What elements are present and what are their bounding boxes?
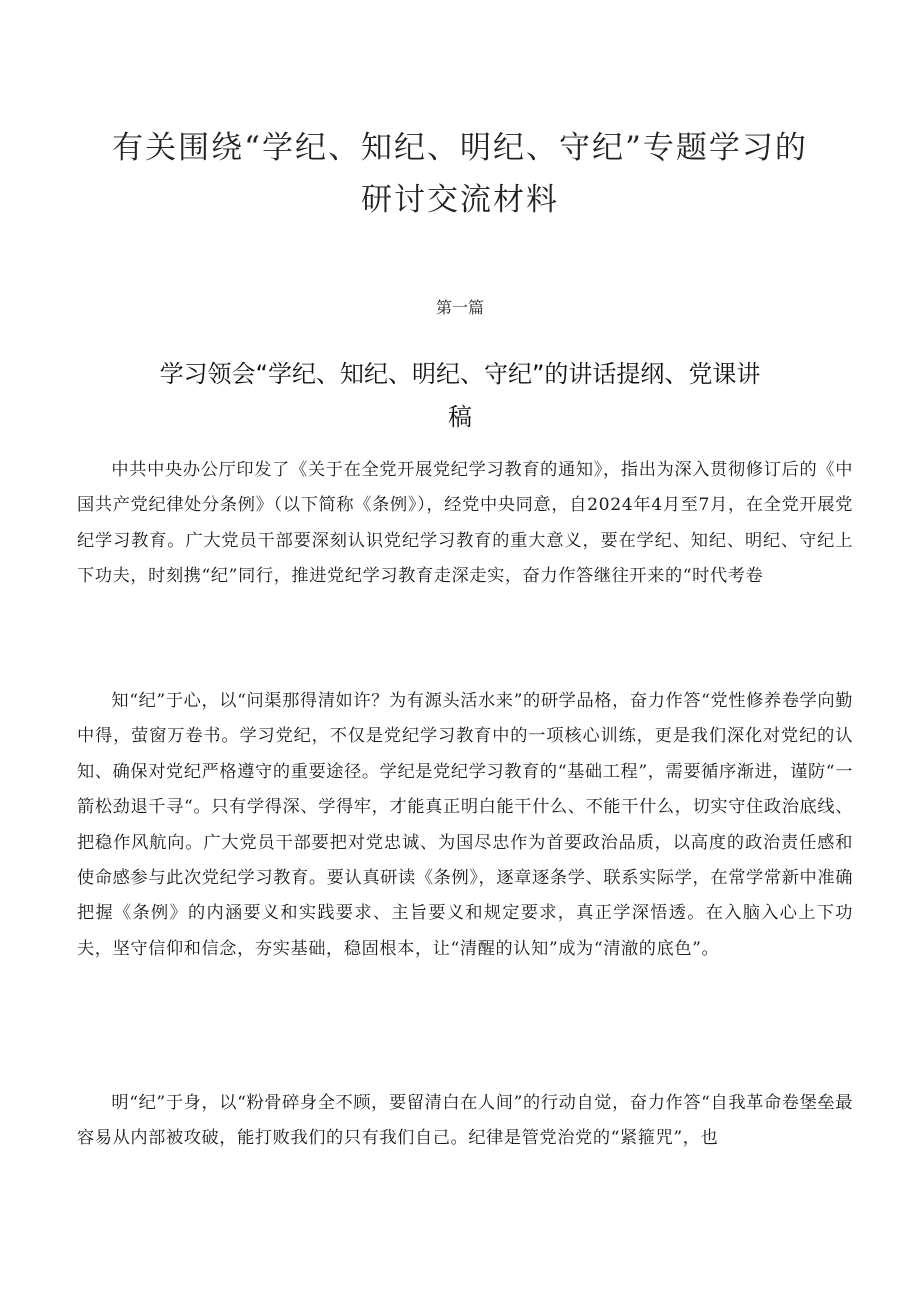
document-title-line-1: 有关围绕“学纪、知纪、明纪、守纪”专题学习的: [112, 130, 808, 166]
section-label: 第一篇: [435, 298, 484, 317]
section-title-line-1: 学习领会“学纪、知纪、明纪、守纪”的讲话提纲、党课讲: [159, 360, 761, 388]
document-title-line-2: 研讨交流材料: [361, 182, 559, 218]
paragraph-2: 知“纪”于心，以“问渠那得清如许？为有源头活水来”的研学品格，奋力作答“党性修养卷学向勤中得，萤窗万卷书。学习党纪，不仅是党纪学习教育中的一项核心训练，更是我们深化对党纪的认知、确保对党纪严格遵守的重要途径。学纪是党纪学习教育的“基础工程”，需要循序渐进，谨防“一箭松劲退千寻“。只有学得深、学得牢，才能真正明白能干什么、不能干什么，切实守住政治底线、把稳作风航向。广大党员干部要把对党忠诚、为国尽忠作为首要政治品质，以高度的政治责任感和使命感参与此次党纪学习教育。要认真研读《条例》，逐章逐条学、联系实际学，在常学常新中准确把握《条例》的内涵要义和实践要求、主旨要义和规定要求，真正学深悟透。在入脑入心上下功夫，坚守信仰和信念，夯实基础，稳固根本，让“清醒的认知”成为“清澈的底色”。: [77, 691, 853, 959]
section-title-line-2: 稿: [448, 403, 472, 431]
paragraph-3: 明“纪”于身，以“粉骨碎身全不顾，要留清白在人间”的行动自觉，奋力作答“自我革命卷堡垒最容易从内部被攻破，能打败我们的只有我们自己。纪律是管党治党的“紧箍咒”，也: [77, 1093, 853, 1149]
paragraph-1: 中共中央办公厅印发了《关于在全党开展党纪学习教育的通知》，指出为深入贯彻修订后的《中国共产党纪律处分条例》（以下简称《条例》），经党中央同意，自2024年4月至7月，在全党开展党纪学习教育。广大党员干部要深刻认识党纪学习教育的重大意义，要在学纪、知纪、明纪、守纪上下功夫，时刻携“纪”同行，推进党纪学习教育走深走实，奋力作答继往开来的“时代考卷: [77, 460, 853, 587]
